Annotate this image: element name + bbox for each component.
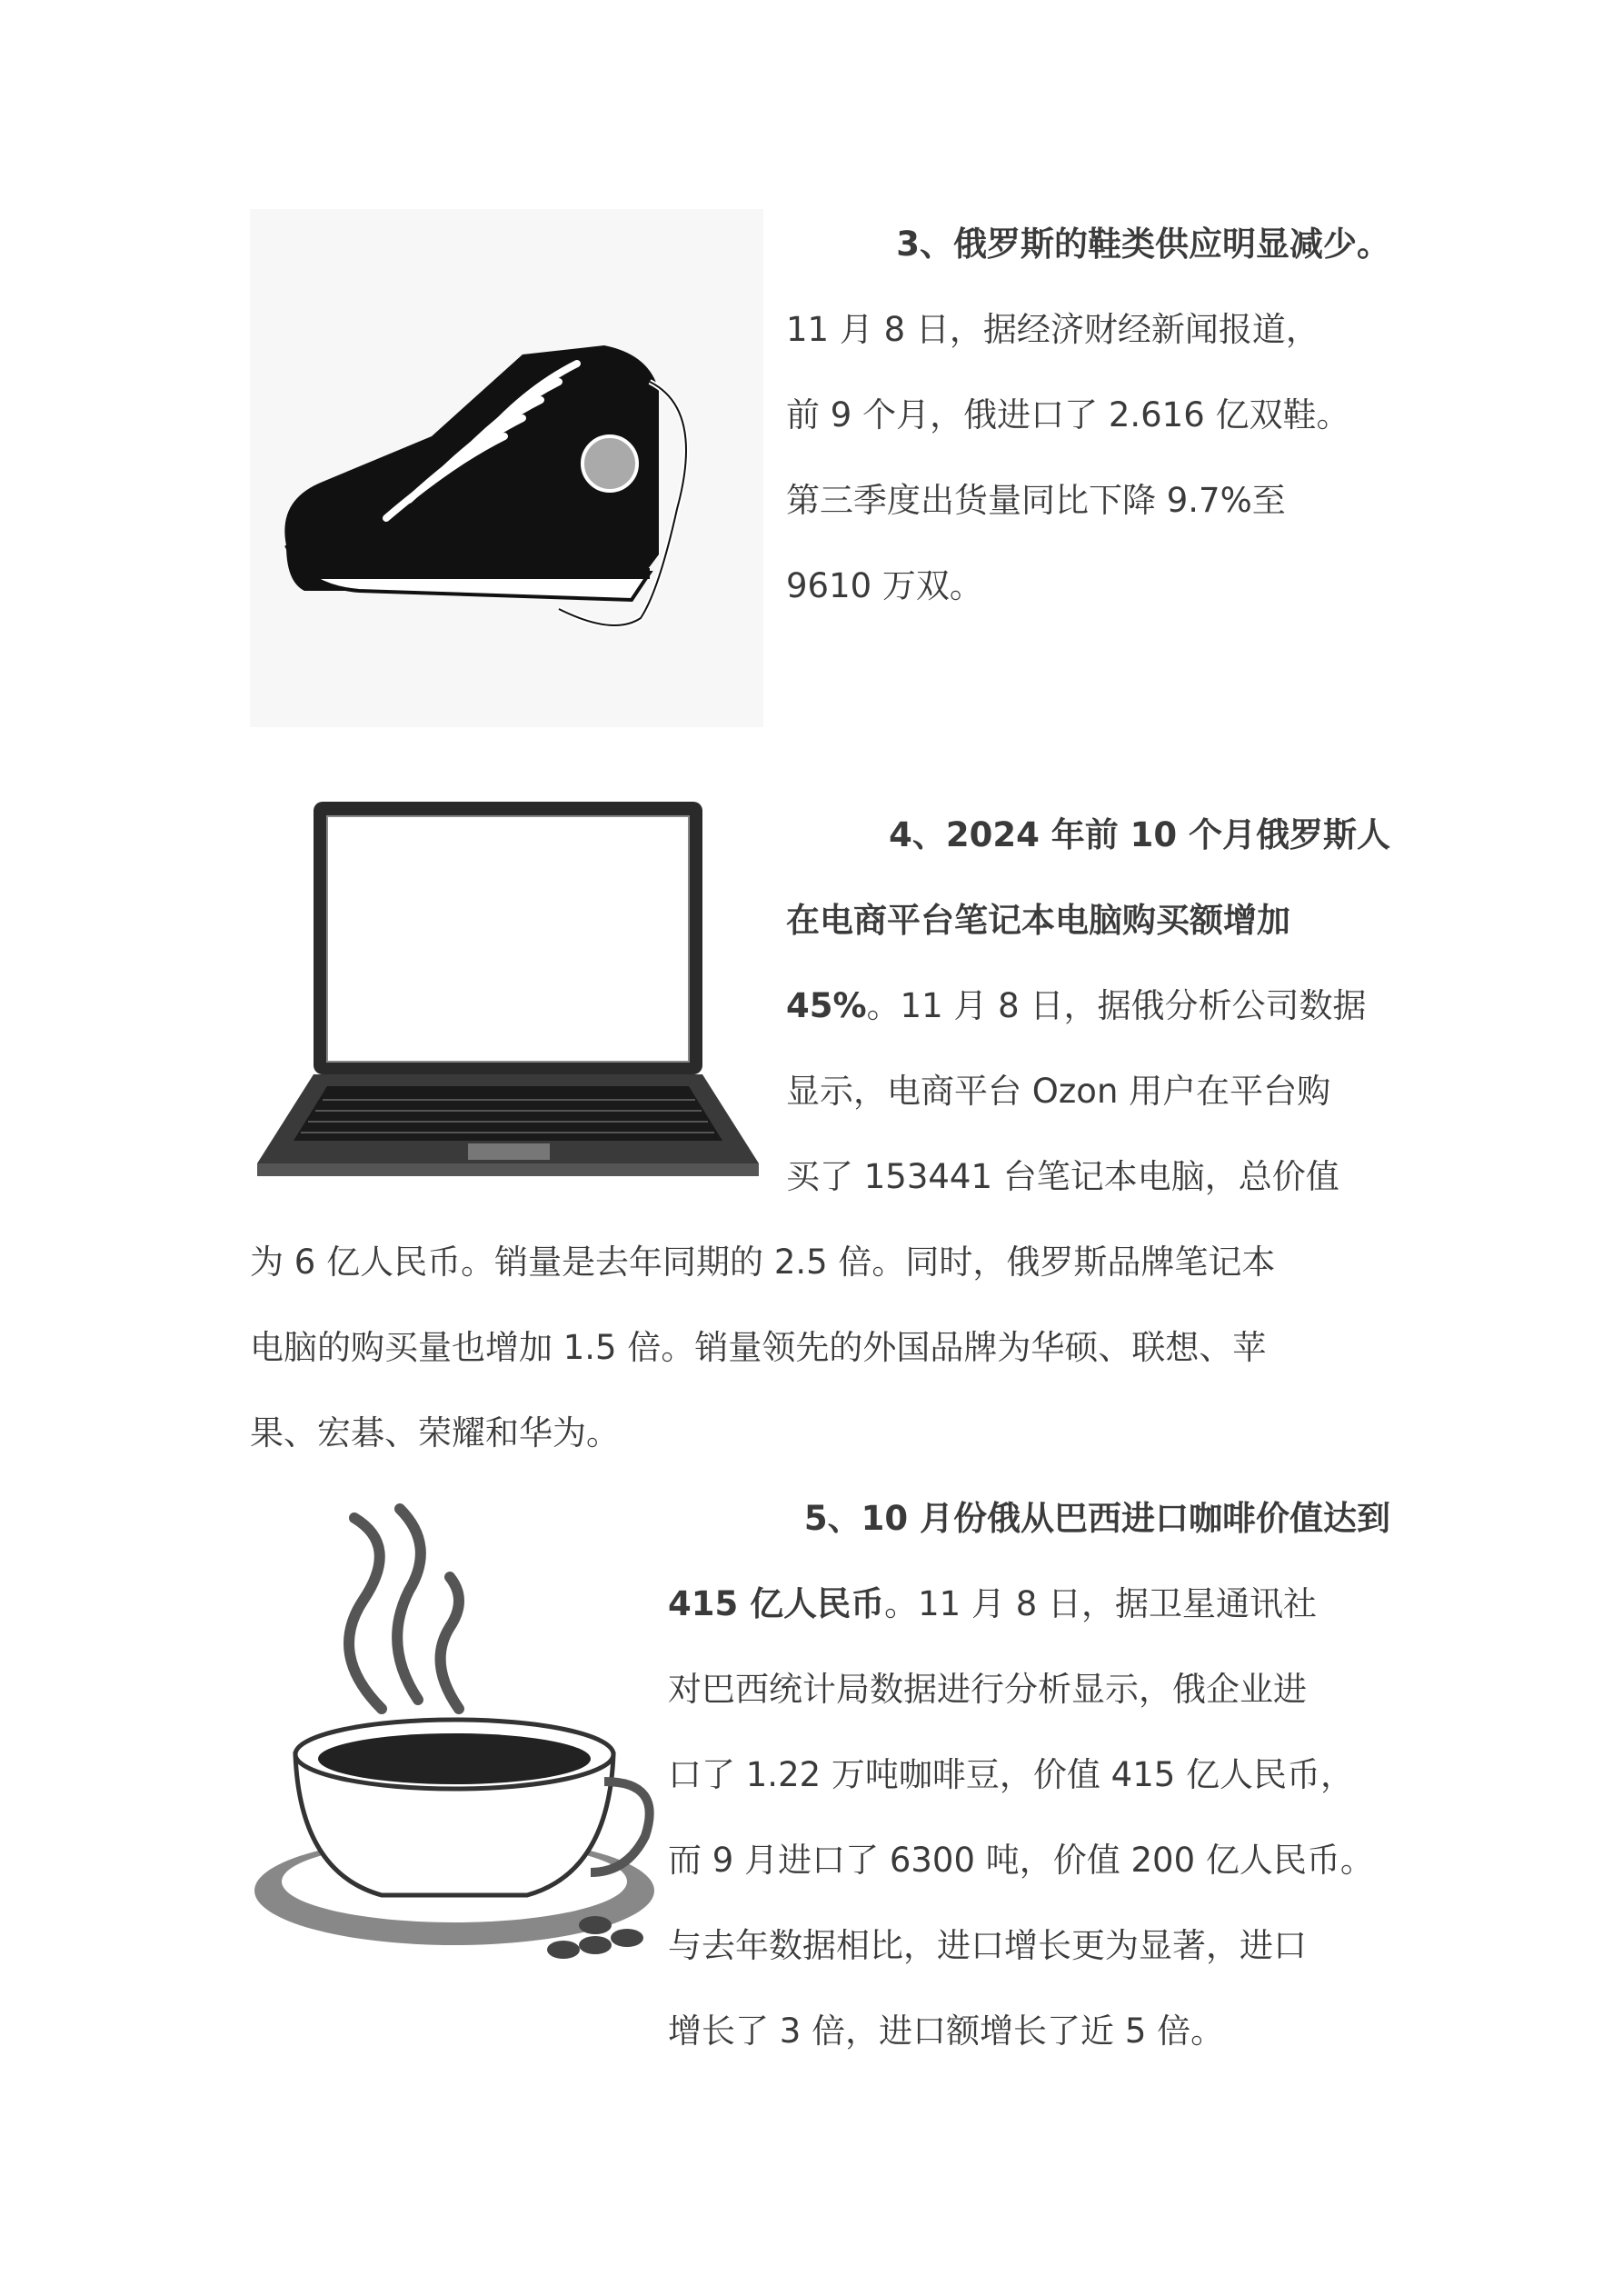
section3-heading: 3、俄罗斯的鞋类供应明显减少。 xyxy=(896,225,1390,264)
section3-block xyxy=(786,202,1390,629)
section4-full-block xyxy=(250,1220,1390,1476)
section4-heading-line2: 在电商平台笔记本电脑购买额增加 xyxy=(786,901,1290,940)
section4-full-line-3: 果、宏碁、荣耀和华为。 xyxy=(250,1413,620,1452)
section4-heading-line3: 45% xyxy=(786,986,867,1025)
section3-line-3: 第三季度出货量同比下降 9.7%至 xyxy=(786,481,1286,520)
section4-line3 xyxy=(786,963,1390,1049)
section4-line-4: 显示，电商平台 Ozon 用户在平台购 xyxy=(786,1072,1331,1111)
section4-block xyxy=(786,793,1390,1220)
section5-line2 xyxy=(668,1562,1390,1647)
section5-line-5: 而 9 月进口了 6300 吨，价值 200 亿人民币。 xyxy=(668,1841,1374,1880)
section4-line-5: 买了 153441 台笔记本电脑，总价值 xyxy=(786,1157,1339,1196)
section5-block xyxy=(668,1476,1390,2074)
section3-line-1: 11 月 8 日，据经济财经新闻报道， xyxy=(786,310,1319,349)
coffee-cup-illustration xyxy=(245,1491,654,2000)
laptop-illustration xyxy=(250,791,763,1191)
section4-full-line-2: 电脑的购买量也增加 1.5 倍。销量领先的外国品牌为华硕、联想、苹 xyxy=(250,1328,1267,1367)
section5-line2-rest: 。11 月 8 日，据卫星通讯社 xyxy=(884,1584,1318,1623)
section5-heading-line1: 5、10 月份俄从巴西进口咖啡价值达到 xyxy=(803,1499,1390,1538)
sneaker-illustration xyxy=(250,209,763,727)
section5-heading-line2: 415 亿人民币 xyxy=(668,1584,885,1623)
section5-line-4: 口了 1.22 万吨咖啡豆，价值 415 亿人民币， xyxy=(668,1755,1355,1794)
section3-line-2: 前 9 个月，俄进口了 2.616 亿双鞋。 xyxy=(786,395,1350,434)
section3-line-4: 9610 万双。 xyxy=(786,566,983,605)
section5-line-7: 增长了 3 倍，进口额增长了近 5 倍。 xyxy=(668,2011,1225,2051)
section4-full-line-1: 为 6 亿人民币。销量是去年同期的 2.5 倍。同时，俄罗斯品牌笔记本 xyxy=(250,1243,1276,1282)
section4-heading-line1: 4、2024 年前 10 个月俄罗斯人 xyxy=(889,815,1390,854)
section5-line-3: 对巴西统计局数据进行分析显示，俄企业进 xyxy=(668,1670,1307,1709)
section4-line3-rest: 。11 月 8 日，据俄分析公司数据 xyxy=(866,986,1367,1025)
section5-line-6: 与去年数据相比，进口增长更为显著，进口 xyxy=(668,1926,1307,1965)
